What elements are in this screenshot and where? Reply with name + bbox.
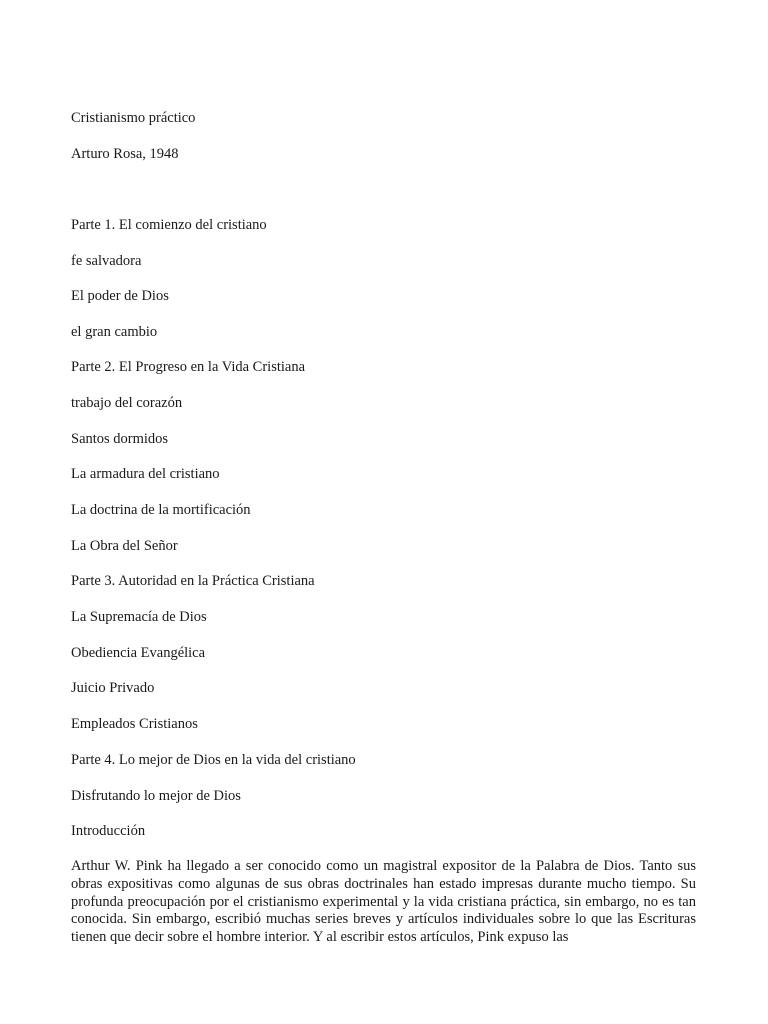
toc-item: trabajo del corazón (71, 395, 183, 411)
toc-item: Obediencia Evangélica (71, 645, 206, 661)
intro-paragraph: Arthur W. Pink ha llegado a ser conocido como un magistral expositor de la Palabra de Dios. Tanto sus obras expositivas como algunas de sus obras doctrinales han estado impresas durante mucho tiempo. Su profunda preocupación por el cristianismo experimental y la vida cristiana práctica, sin embargo, no es tan conocida. Sin embargo, escribió muchas series breves y artículos individuales sobre lo que las Escrituras tienen que decir sobre el hombre interior. Y al escribir estos artículos, Pink expuso las (71, 858, 696, 946)
toc-item: fe salvadora (71, 253, 142, 269)
toc-item: Disfrutando lo mejor de Dios (71, 788, 241, 804)
intro-heading: Introducción (71, 823, 146, 839)
author-line: Arturo Rosa, 1948 (71, 146, 179, 162)
toc-item: La Obra del Señor (71, 538, 178, 554)
toc-part-heading: Parte 1. El comienzo del cristiano (71, 217, 267, 233)
toc-item: La Supremacía de Dios (71, 609, 207, 625)
toc-item: Empleados Cristianos (71, 716, 198, 732)
document-title: Cristianismo práctico (71, 110, 196, 126)
toc-part-heading: Parte 4. Lo mejor de Dios en la vida del cristiano (71, 752, 356, 768)
toc-item: Santos dormidos (71, 431, 169, 447)
toc-item: La armadura del cristiano (71, 466, 220, 482)
toc-item: Juicio Privado (71, 680, 155, 696)
toc-item: La doctrina de la mortificación (71, 502, 251, 518)
toc-part-heading: Parte 3. Autoridad en la Práctica Cristiana (71, 573, 315, 589)
toc-part-heading: Parte 2. El Progreso en la Vida Cristiana (71, 359, 306, 375)
toc-item: El poder de Dios (71, 288, 169, 304)
toc-item: el gran cambio (71, 324, 158, 340)
